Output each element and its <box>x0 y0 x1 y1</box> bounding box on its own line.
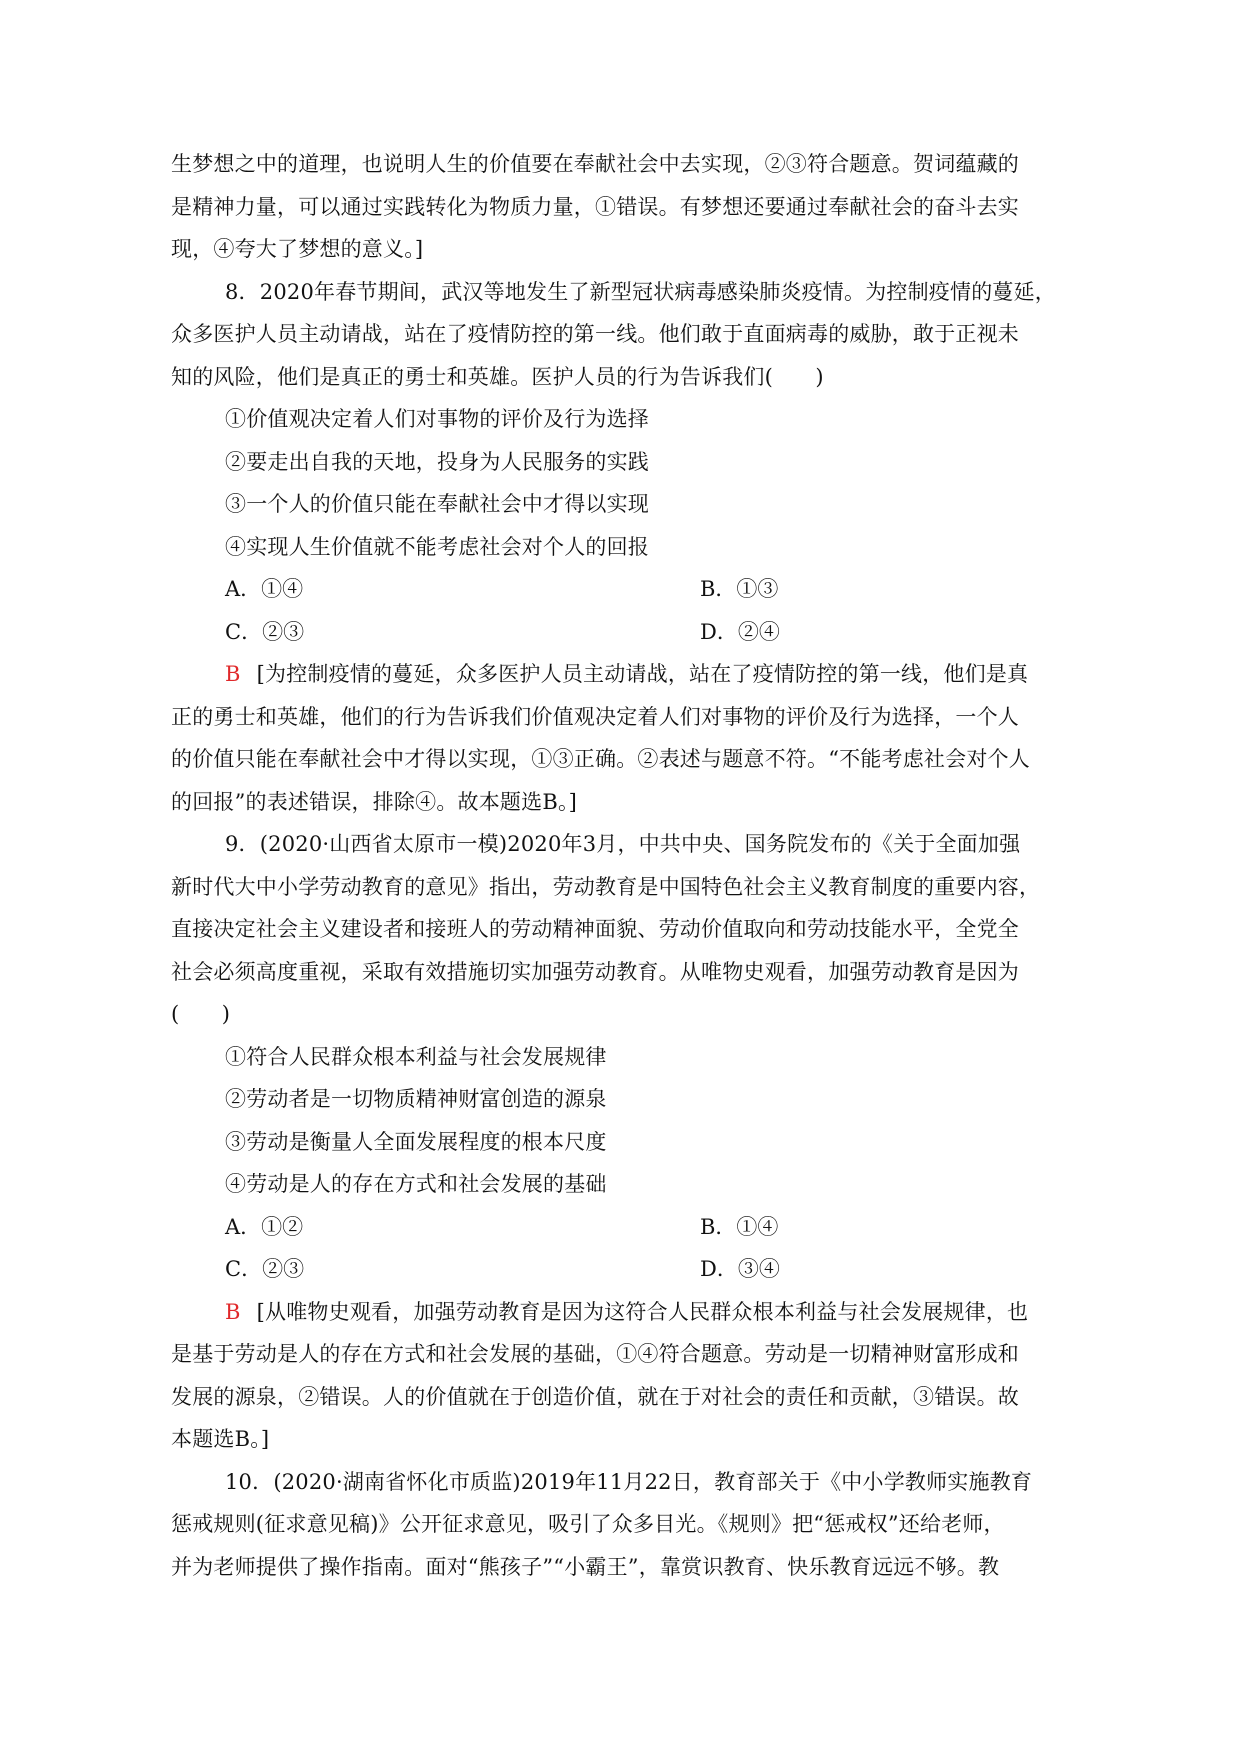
q9-stem-line: ( ) <box>171 1002 231 1026</box>
q8-explanation-line: 的回报”的表述错误，排除④。故本题选B。] <box>171 789 578 814</box>
q7-explanation-line: 现，④夸大了梦想的意义。] <box>171 237 424 261</box>
q8-item: ④实现人生价值就不能考虑社会对个人的回报 <box>225 534 649 559</box>
q8-option-b: B．①③ <box>700 577 779 601</box>
q9-stem-line: 新时代大中小学劳动教育的意见》指出，劳动教育是中国特色社会主义教育制度的重要内容， <box>171 874 1041 899</box>
q9-option-c: C．②③ <box>225 1257 305 1281</box>
q8-explanation-line: 正的勇士和英雄，他们的行为告诉我们价值观决定着人们对事物的评价及行为选择，一个人 <box>171 704 1019 729</box>
q8-explanation-line: 的价值只能在奉献社会中才得以实现，①③正确。②表述与题意不符。“不能考虑社会对个人 <box>171 747 1030 771</box>
q8-options-row <box>171 611 1071 654</box>
q8-explanation-text: [为控制疫情的蔓延，众多医护人员主动请战，站在了疫情防控的第一线，他们是真 <box>256 662 1029 686</box>
q10-stem-line: 并为老师提供了操作指南。面对“熊孩子”“小霸王”，靠赏识教育、快乐教育远远不够。教 <box>171 1554 1000 1579</box>
q9-stem-line: 9．(2020·山西省太原市一模)2020年3月，中共中央、国务院发布的《关于全面加强 <box>225 832 1021 856</box>
q8-stem-line: 8．2020年春节期间，武汉等地发生了新型冠状病毒感染肺炎疫情。为控制疫情的蔓延， <box>225 279 1057 304</box>
q8-stem-line: 众多医护人员主动请战，站在了疫情防控的第一线。他们敢于直面病毒的威胁，敢于正视未 <box>171 322 1019 346</box>
q8-stem-line: 知的风险，他们是真正的勇士和英雄。医护人员的行为告诉我们( ) <box>171 364 824 389</box>
q7-explanation-line: 是精神力量，可以通过实践转化为物质力量，①错误。有梦想还要通过奉献社会的奋斗去实 <box>171 194 1019 219</box>
q8-item: ①价值观决定着人们对事物的评价及行为选择 <box>225 407 649 431</box>
q9-option-d: D．③④ <box>700 1257 780 1281</box>
q9-item: ③劳动是衡量人全面发展程度的根本尺度 <box>225 1129 607 1154</box>
q9-item: ④劳动是人的存在方式和社会发展的基础 <box>225 1172 607 1196</box>
q8-option-d: D．②④ <box>700 619 780 644</box>
q8-options-row <box>171 568 1071 611</box>
q9-answer: B <box>225 1299 241 1324</box>
q8-item: ②要走出自我的天地，投身为人民服务的实践 <box>225 449 649 474</box>
q8-explanation-line <box>171 653 1071 696</box>
q8-option-c: C．②③ <box>225 619 305 644</box>
page-content <box>171 143 1071 1588</box>
q9-explanation-line: 是基于劳动是人的存在方式和社会发展的基础，①④符合题意。劳动是一切精神财富形成和 <box>171 1342 1019 1366</box>
q9-item: ①符合人民群众根本利益与社会发展规律 <box>225 1044 607 1069</box>
q9-explanation-line <box>171 1291 1071 1334</box>
q9-options-row <box>171 1206 1071 1249</box>
q10-stem-line: 惩戒规则(征求意见稿)》公开征求意见，吸引了众多目光。《规则》把“惩戒权”还给老师， <box>171 1512 1005 1536</box>
q9-explanation-line: 发展的源泉，②错误。人的价值就在于创造价值，就在于对社会的责任和贡献，③错误。故 <box>171 1384 1019 1409</box>
q8-item: ③一个人的价值只能在奉献社会中才得以实现 <box>225 492 649 516</box>
q9-option-b: B．①④ <box>700 1214 779 1239</box>
q9-item: ②劳动者是一切物质精神财富创造的源泉 <box>225 1087 607 1111</box>
q8-option-a: A．①④ <box>225 577 304 601</box>
q10-stem-line: 10．(2020·湖南省怀化市质监)2019年11月22日，教育部关于《中小学教师实施教育 <box>225 1469 1033 1494</box>
q7-explanation-line: 生梦想之中的道理，也说明人生的价值要在奉献社会中去实现，②③符合题意。贺词蕴藏的 <box>171 152 1019 176</box>
q9-stem-line: 直接决定社会主义建设者和接班人的劳动精神面貌、劳动价值取向和劳动技能水平，全党全 <box>171 917 1019 941</box>
q9-option-a: A．①② <box>225 1214 304 1239</box>
q9-options-row <box>171 1248 1071 1291</box>
q9-explanation-text: [从唯物史观看，加强劳动教育是因为这符合人民群众根本利益与社会发展规律，也 <box>256 1299 1029 1324</box>
q9-explanation-line: 本题选B。] <box>171 1427 270 1451</box>
q8-answer: B <box>225 662 241 686</box>
q9-stem-line: 社会必须高度重视，采取有效措施切实加强劳动教育。从唯物史观看，加强劳动教育是因为 <box>171 959 1019 984</box>
